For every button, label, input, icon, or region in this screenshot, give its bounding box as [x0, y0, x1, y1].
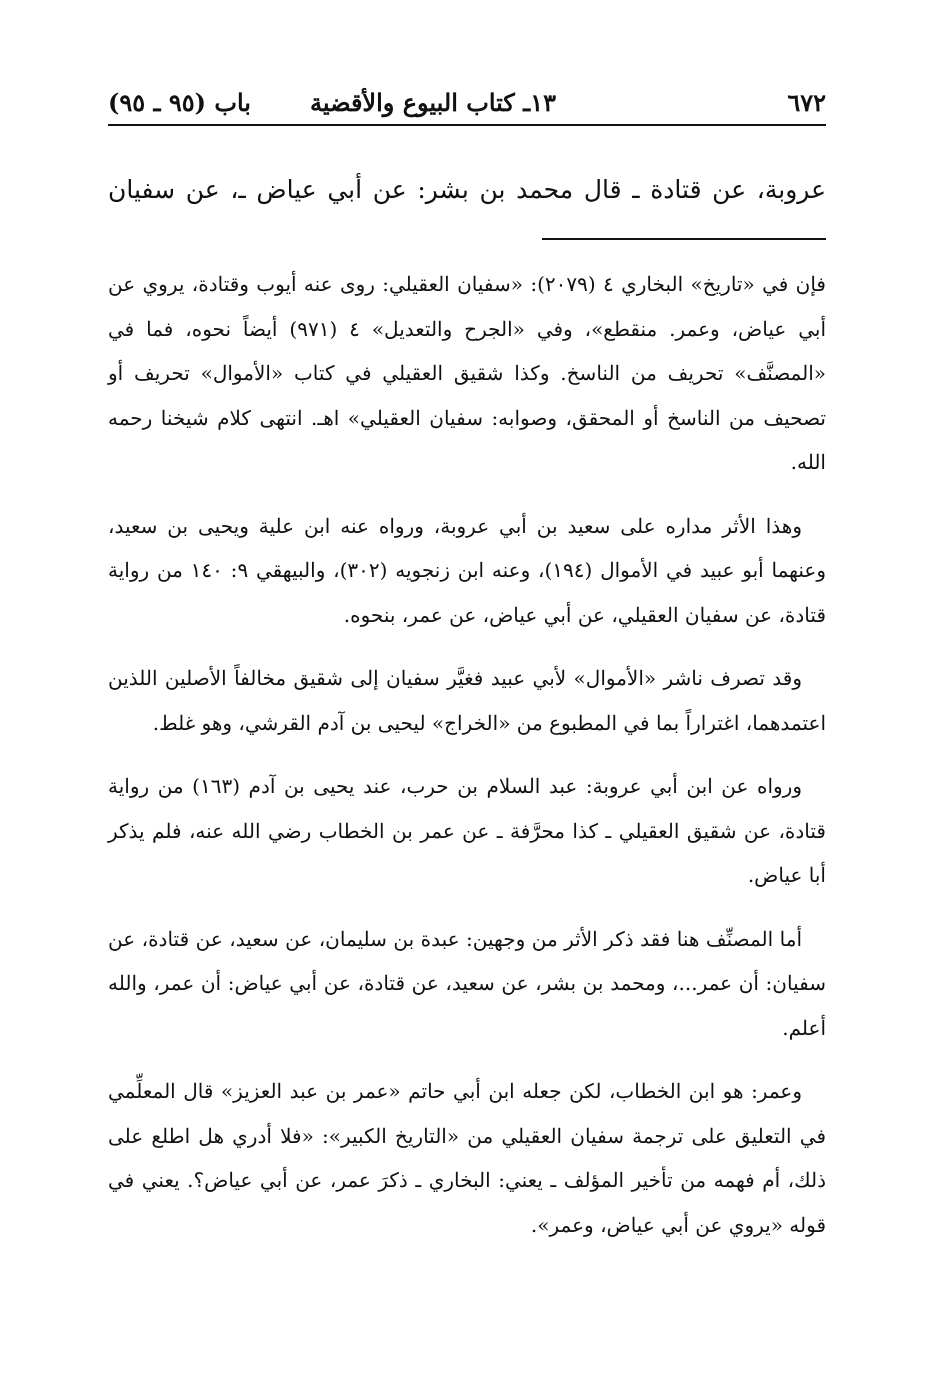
page-number: ٦٧٢: [787, 88, 826, 117]
footnote-paragraph: وعمر: هو ابن الخطاب، لكن جعله ابن أبي حاتم «عمر بن عبد العزيز» قال المعلِّمي في التعليق على ترجمة سفيان العقيلي من «التاريخ الكبير»: «فلا أدري هل اطلع على ذلك، أم فهمه من تأخير المؤلف ـ يعني: البخاري ـ ذكرَ عمر، عن أبي عياض؟. يعني في قوله «يروي عن أبي عياض، وعمر».: [108, 1079, 826, 1237]
footnote-paragraph: وقد تصرف ناشر «الأموال» لأبي عبيد فغيَّر سفيان إلى شقيق مخالفاً الأصلين اللذين اعتمدهما، اغتراراً بما في المطبوع من «الخراج» ليحيى بن آدم القرشي، وهو غلط.: [108, 666, 826, 735]
chapter-range: باب (٩٥ ـ ٩٥): [108, 88, 251, 117]
footnotes-section: [108, 262, 826, 1266]
book-title: ١٣ـ كتاب البيوع والأقضية: [310, 88, 556, 117]
footnote-separator: [542, 238, 826, 240]
footnote-paragraph: أما المصنِّف هنا فقد ذكر الأثر من وجهين: عبدة بن سليمان، عن سعيد، عن قتادة، عن سفيان: أن عمر...، ومحمد بن بشر، عن سعيد، عن قتادة، عن أبي عياض: أن عمر، والله أعلم.: [108, 926, 826, 1040]
main-text-line: عروبة، عن قتادة ـ قال محمد بن بشر: عن أبي عياض ـ، عن سفيان: [108, 175, 826, 204]
footnote-paragraph: فإن في «تاريخ» البخاري ٤ (٢٠٧٩): «سفيان العقيلي: روى عنه أيوب وقتادة، يروي عن أبي عياض، وعمر. منقطع»، وفي «الجرح والتعديل» ٤ (٩٧١) أيضاً نحوه، فما في «المصنَّف» تحريف من الناسخ. وكذا شقيق العقيلي في كتاب «الأموال» تحريف أو تصحيف من الناسخ أو المحقق، وصوابه: سفيان العقيلي» اهـ. انتهى كلام شيخنا رحمه الله.: [108, 272, 826, 474]
footnote-paragraph: وهذا الأثر مداره على سعيد بن أبي عروبة، ورواه عنه ابن علية ويحيى بن سعيد، وعنهما أبو عبيد في الأموال (١٩٤)، وعنه ابن زنجويه (٣٠٢)، والبيهقي ٩: ١٤٠ من رواية قتادة، عن سفيان العقيلي، عن أبي عياض، عن عمر، بنحوه.: [108, 513, 827, 627]
running-header: [108, 84, 826, 126]
footnote-paragraph: ورواه عن ابن أبي عروبة: عبد السلام بن حرب، عند يحيى بن آدم (١٦٣) من رواية قتادة، عن شقيق العقيلي ـ كذا محرَّفة ـ عن عمر بن الخطاب رضي الله عنه، فلم يذكر أبا عياض.: [108, 774, 826, 887]
